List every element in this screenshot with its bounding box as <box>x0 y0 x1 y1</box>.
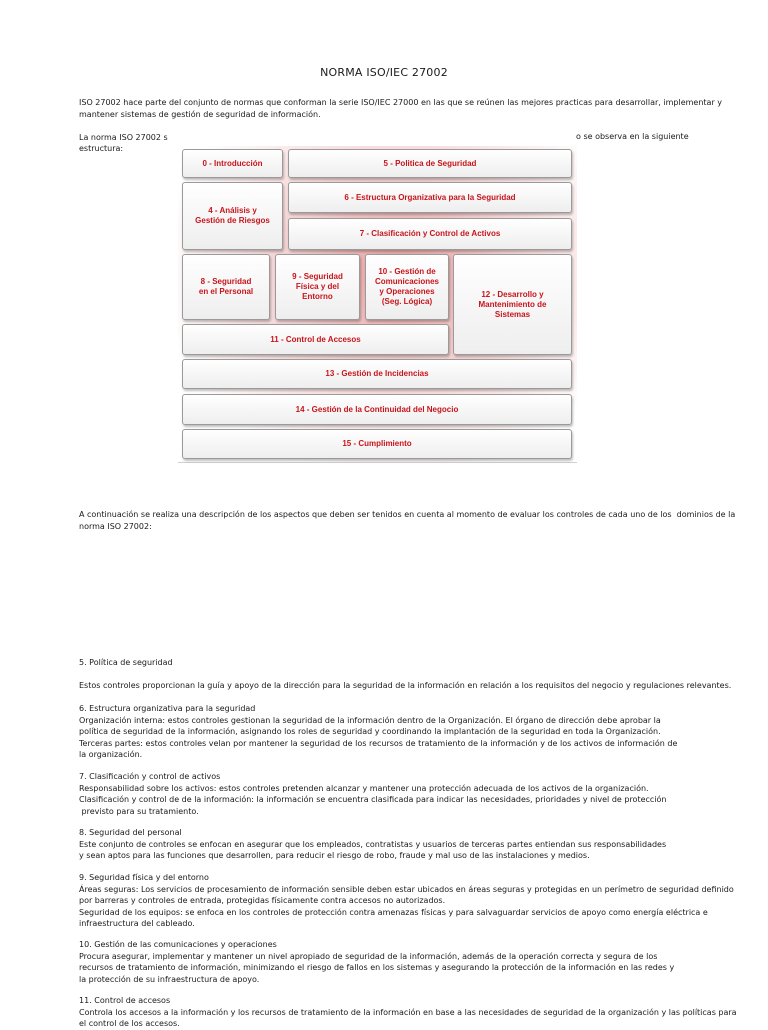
section-7 <box>79 771 719 817</box>
section-heading: 10. Gestión de las comunicaciones y operaciones <box>79 940 277 949</box>
section-line <box>79 669 719 681</box>
domain-box-13: 13 - Gestión de Incidencias <box>182 359 572 389</box>
section-line: previsto para su tratamiento. <box>79 806 199 816</box>
domain-box-6: 6 - Estructura Organizativa para la Seguridad <box>288 182 572 213</box>
domain-box-8: 8 - Seguridad en el Personal <box>182 254 270 320</box>
continuation-line: norma ISO 27002: <box>79 521 152 531</box>
domain-box-12: 12 - Desarrollo y Mantenimiento de Sistemas <box>453 254 572 355</box>
section-line: política de seguridad de la información, asignando los roles de seguridad y coordinando la implantación de la seguridad en toda la Organización. <box>79 727 661 736</box>
section-line: y sean aptos para las funciones que desarrollen, para reducir el riesgo de robo, fraude y mal uso de las instalaciones y medios. <box>79 851 590 860</box>
norma-text-right: o se observa en la siguiente <box>576 132 689 141</box>
domain-box-11: 11 - Control de Accesos <box>182 324 449 355</box>
intro-line: mantener sistemas de gestión de seguridad de información. <box>79 109 321 119</box>
section-line: Estos controles proporcionan la guía y apoyo de la dirección para la seguridad de la información en relación a los requisitos del negocio y regulaciones relevantes. <box>79 681 732 690</box>
document-title: NORMA ISO/IEC 27002 <box>320 66 448 79</box>
section-8 <box>79 827 719 862</box>
domain-box-9: 9 - Seguridad Física y del Entorno <box>275 254 360 320</box>
section-11 <box>79 995 737 1030</box>
domain-box-0: 0 - Introducción <box>182 149 283 178</box>
domain-box-5: 5 - Politica de Seguridad <box>288 149 572 178</box>
section-heading: 9. Seguridad física y del entorno <box>79 873 209 882</box>
continuation-line: A continuación se realiza una descripción de los aspectos que deben ser tenidos en cuenta al momento de evaluar los controles de cada uno de los dominios de la <box>79 510 736 519</box>
section-line: Controla los accesos a la información y los recursos de tratamiento de la información en base a las necesidades de seguridad de la organización y las políticas para <box>79 1007 737 1017</box>
section-heading: 6. Estructura organizativa para la seguridad <box>79 704 256 713</box>
section-9 <box>79 872 734 930</box>
section-line: Organización interna: estos controles gestionan la seguridad de la información dentro de la Organización. El órgano de dirección debe aprobar la <box>79 715 661 725</box>
section-heading: 5. Política de seguridad <box>79 658 173 667</box>
section-6 <box>79 703 719 761</box>
section-10 <box>79 939 719 985</box>
continuation-paragraph <box>79 509 736 532</box>
domain-box-7: 7 - Clasificación y Control de Activos <box>288 218 572 250</box>
section-line: Clasificación y control de de la información: la información se encuentra clasificada para indicar las necesidades, prioridades y nivel de protección <box>79 795 667 804</box>
section-5 <box>79 657 732 692</box>
section-line: la protección de su infraestructura de apoyo. <box>79 974 260 984</box>
iso-structure-diagram <box>178 146 577 463</box>
domain-box-15: 15 - Cumplimiento <box>182 429 572 459</box>
norma-text-line2: estructura: <box>79 143 124 153</box>
intro-line: ISO 27002 hace parte del conjunto de normas que conforman la serie ISO/IEC 27000 en las que se reúnen las mejores practicas para desarrollar, implementar y <box>79 98 723 107</box>
section-heading: 7. Clasificación y control de activos <box>79 772 221 781</box>
section-line: por barreras y controles de entrada, protegidas físicamente contra accesos no autorizados. <box>79 896 446 905</box>
section-line: Procura asegurar, implementar y mantener un nivel apropiado de seguridad de la información, además de la operación correcta y segura de los <box>79 951 658 961</box>
section-line: Terceras partes: estos controles velan por mantener la seguridad de los recursos de tratamiento de la información y de los activos de información de <box>79 738 678 748</box>
section-heading: 11. Control de accesos <box>79 996 171 1005</box>
section-line: infraestructura del cableado. <box>79 919 195 928</box>
domain-box-14: 14 - Gestión de la Continuidad del Negocio <box>182 394 572 425</box>
section-line: Áreas seguras: Los servicios de procesamiento de información sensible deben estar ubicados en áreas seguras y protegidas en un perímetro de seguridad definido <box>79 884 734 894</box>
norma-text-left: La norma ISO 27002 s <box>79 133 168 142</box>
section-line: el control de los accesos. <box>79 1019 180 1028</box>
domain-box-4: 4 - Análisis y Gestión de Riesgos <box>182 182 283 250</box>
section-line: Responsabilidad sobre los activos: estos controles pretenden alcanzar y mantener una protección adecuada de los activos de la organización. <box>79 783 649 793</box>
section-line: recursos de tratamiento de información, minimizando el riesgo de fallos en los sistemas y asegurando la protección de la información en las redes y <box>79 963 675 972</box>
domain-box-10: 10 - Gestión de Comunicaciones y Operaciones (Seg. Lógica) <box>365 254 449 320</box>
section-line: Este conjunto de controles se enfocan en asegurar que los empleados, contratistas y usuarios de terceras partes entiendan sus responsabilidades <box>79 839 667 849</box>
section-heading: 8. Seguridad del personal <box>79 828 182 837</box>
intro-paragraph <box>79 97 723 120</box>
section-line: la organización. <box>79 750 143 759</box>
section-line: Seguridad de los equipos: se enfoca en los controles de protección contra amenazas físicas y para salvaguardar servicios de apoyo como energía eléctrica e <box>79 907 708 917</box>
